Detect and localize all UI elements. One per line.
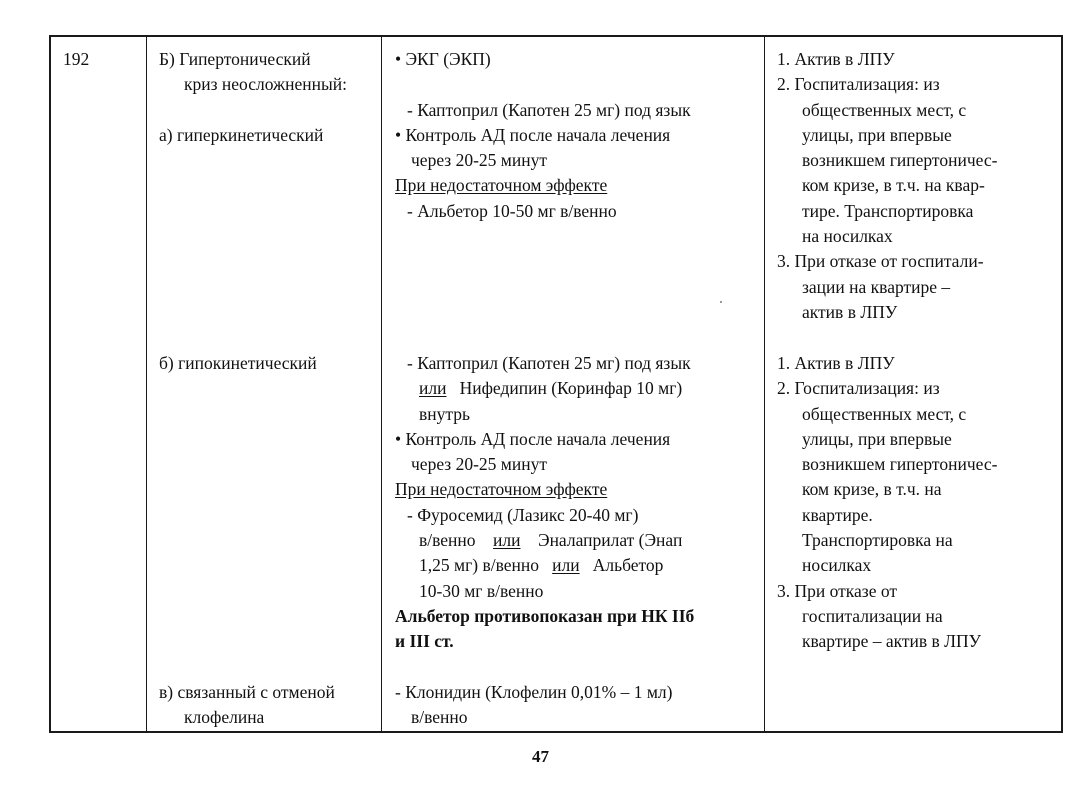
condition-title: криз неосложненный:	[184, 74, 347, 95]
treatment-line: или Нифедипин (Коринфар 10 мг)	[419, 378, 683, 399]
treatment-line: через 20-25 минут	[411, 454, 547, 475]
treatment-line: - Каптоприл (Капотен 25 мг) под язык	[407, 353, 691, 373]
treatment-line: в/венно или Эналаприлат (Энап	[419, 530, 683, 551]
treatment-line: • ЭКГ (ЭКП)	[395, 49, 491, 69]
treatment-line: в/венно	[411, 707, 468, 728]
condition-clonidine-withdrawal: в) связанный с отменой клофелина	[159, 682, 335, 728]
treatment-line: • Контроль АД после начала лечения	[395, 428, 671, 449]
condition-cell	[159, 47, 347, 98]
column-divider	[146, 37, 147, 731]
condition-title: Б) Гипертонический	[159, 49, 311, 69]
treatment-line: - Альбетор 10-50 мг в/венно	[407, 200, 617, 221]
page-number: 47	[532, 747, 549, 766]
contraindication-warning: и III ст.	[395, 631, 454, 652]
tactics-item: 1. Актив в ЛПУ	[777, 353, 895, 373]
condition-hypokinetic: б) гипокинетический	[159, 353, 317, 373]
condition-hyperkinetic: а) гиперкинетический	[159, 125, 324, 145]
column-divider	[764, 37, 765, 731]
tactics-item: 2. Госпитализация: из	[777, 378, 940, 399]
treatment-line: - Каптоприл (Капотен 25 мг) под язык	[407, 99, 691, 120]
treatment-line: 1,25 мг) в/венно или Альбетор	[419, 555, 664, 576]
contraindication-warning: Альбетор противопоказан при НК IIб	[395, 605, 695, 626]
treatment-heading: При недостаточном эффекте	[395, 175, 608, 196]
treatment-hyperkinetic	[395, 47, 691, 224]
treatment-clonidine-withdrawal	[395, 680, 673, 731]
treatment-line: - Клонидин (Клофелин 0,01% – 1 мл)	[395, 682, 673, 702]
treatment-hypokinetic	[395, 351, 694, 655]
tactics-item: 3. При отказе от	[777, 580, 898, 601]
treatment-line: 10-30 мг в/венно	[419, 580, 544, 601]
tactics-item: 2. Госпитализация: из	[777, 74, 940, 95]
treatment-line: - Фуросемид (Лазикс 20-40 мг)	[407, 504, 639, 525]
treatment-heading: При недостаточном эффекте	[395, 479, 608, 500]
scan-speck	[720, 301, 722, 303]
treatment-line: внутрь	[419, 403, 470, 424]
treatment-line: через 20-25 минут	[411, 150, 547, 171]
treatment-line: • Контроль АД после начала лечения	[395, 124, 671, 145]
tactics-hyperkinetic: 1. Актив в ЛПУ 2. Госпитализация: из общественных мест, с улицы, при впервые возникшем гипертоничес- ком кризе, в т.ч. на квар- тире. Транспортировка на носилках 3. При отказе от госпитали- зации на квартире – актив в ЛПУ	[777, 49, 998, 322]
row-number: 192	[63, 49, 90, 69]
protocol-table	[49, 35, 1063, 733]
tactics-item: 3. При отказе от госпитали-	[777, 251, 984, 272]
tactics-item: 1. Актив в ЛПУ	[777, 49, 895, 69]
column-divider	[381, 37, 382, 731]
tactics-hypokinetic: 1. Актив в ЛПУ 2. Госпитализация: из общественных мест, с улицы, при впервые возникшем гипертоничес- ком кризе, в т.ч. на квартире. Транспортировка на носилках 3. При отказе от госпитализации на квартире – актив в ЛПУ	[777, 353, 998, 652]
